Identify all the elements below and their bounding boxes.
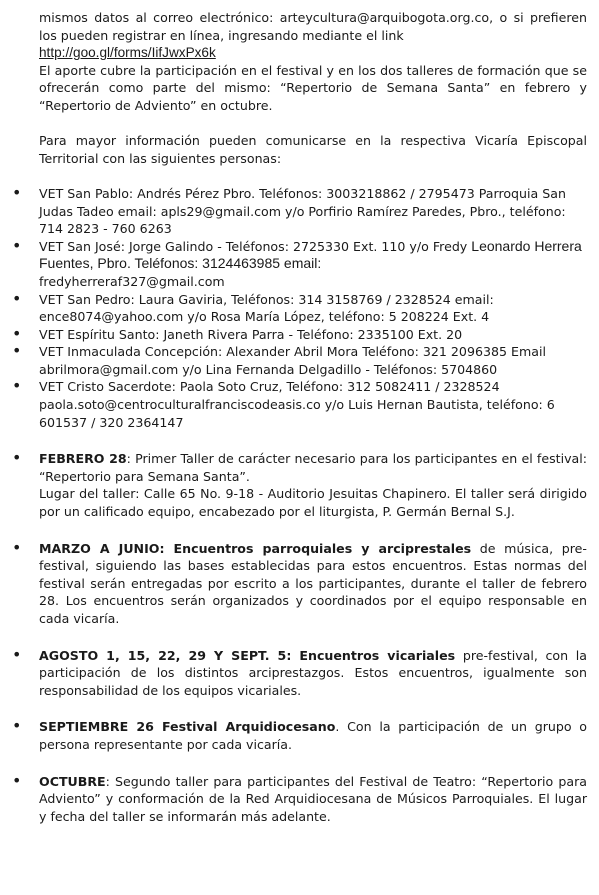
contact-email: fredyherreraf327@gmail.com bbox=[39, 273, 225, 289]
contact-text: VET San Pablo: Andrés Pérez Pbro. Teléfonos: 3003218862 / 2795473 Parroquia San Judas Tadeo email: apls29@gmail.com y/o Porfirio Ramírez Paredes, Pbro., teléfono: 714 2823 - 760 6263 bbox=[39, 185, 566, 237]
registration-link[interactable]: http://goo.gl/forms/IifJwxPx6k bbox=[39, 45, 216, 61]
event-text: pre-festival, con la participación de los distintos arciprestazgos. Estos encuentros, igualmente son responsabilidad de los equipos vicariales. bbox=[39, 647, 587, 698]
contact-text: VET Cristo Sacerdote: Paola Soto Cruz, Teléfono: 312 5082411 / 2328524 paola.soto@centroculturalfranciscodeasis.co y/o Luis Hernan Bautista, teléfono: 6 601537 / 320 2364147 bbox=[39, 379, 555, 430]
contact-intro-paragraph: Para mayor información pueden comunicarse en la respectiva Vicaría Episcopal Territorial con las siguientes personas: bbox=[39, 133, 587, 166]
intro-paragraph: mismos datos al correo electrónico: arteycultura@arquibogota.org.co, o si prefieren los pueden registrar en línea, ingresando mediante el link bbox=[39, 10, 587, 43]
spacer bbox=[39, 431, 587, 450]
contact-list bbox=[39, 185, 587, 431]
event-item-octubre bbox=[39, 773, 587, 826]
contact-item-inmaculada bbox=[39, 343, 587, 378]
spacer bbox=[39, 754, 587, 773]
event-item-agosto bbox=[39, 647, 587, 700]
event-date: AGOSTO 1, 15, 22, 29 Y SEPT. 5 bbox=[39, 647, 287, 663]
event-text: de música, pre-festival, siguiendo las bases establecidas para estos encuentros. Estas normas del festival serán entregadas por escrito a los participantes, durante el taller de febrero 28. Los encuentros serán organizados y coordinados por el equipo responsable en cada vicaría. bbox=[39, 540, 587, 626]
contact-text-large: Leonardo Herrera Fuentes, Pbro. Teléfonos: 3124463985 email: bbox=[39, 237, 582, 272]
contact-text: VET San Pedro: Laura Gaviria, Teléfonos: 314 3158769 / 2328524 email: ence8074@yahoo.com y/o Rosa María López, teléfono: 5 208224 Ext. 4 bbox=[39, 291, 494, 325]
event-item-febrero bbox=[39, 450, 587, 520]
event-extra: Lugar del taller: Calle 65 No. 9-18 - Auditorio Jesuitas Chapinero. El taller será dirigido por un calificado equipo, encabezado por el liturgista, P. Germán Bernal S.J. bbox=[39, 486, 587, 520]
contact-item-san-pablo bbox=[39, 185, 587, 238]
event-text: : Primer Taller de carácter necesario para los participantes en el festival: “Repertorio para Semana Santa”. bbox=[39, 451, 588, 484]
spacer bbox=[39, 115, 587, 133]
event-title: : Encuentros vicariales bbox=[286, 647, 456, 663]
event-title: : Encuentros parroquiales y arciprestales bbox=[159, 540, 472, 556]
spacer bbox=[39, 167, 587, 185]
event-date: SEPTIEMBRE 26 Festival Arquidiocesano bbox=[39, 719, 336, 735]
event-item-marzo bbox=[39, 540, 587, 628]
event-text: : Segundo taller para participantes del Festival de Teatro: “Repertorio para Adviento” y conformación de la Red Arquidiocesana de Músicos Parroquiales. El lugar y fecha del taller se informarán más adelante. bbox=[39, 773, 587, 824]
contact-item-san-pedro bbox=[39, 291, 587, 326]
contact-text: VET Espíritu Santo: Janeth Rivera Parra - Teléfono: 2335100 Ext. 20 bbox=[39, 326, 463, 342]
contribution-paragraph: El aporte cubre la participación en el festival y en los dos talleres de formación que se ofrecerán como parte del mismo: “Repertorio de Semana Santa” en febrero y “Repertorio de Adviento” en octubre. bbox=[39, 62, 587, 113]
event-date: MARZO A JUNIO bbox=[39, 540, 160, 556]
contact-item-espiritu-santo bbox=[39, 326, 587, 344]
event-date: FEBRERO 28 bbox=[39, 451, 127, 467]
spacer bbox=[39, 699, 587, 718]
contact-item-cristo-sacerdote bbox=[39, 378, 587, 431]
event-text: . Con la participación de un grupo o persona representante por cada vicaría. bbox=[39, 719, 587, 752]
contact-text: VET San José: Jorge Galindo - Teléfonos: 2725330 Ext. 110 y/o Fredy bbox=[39, 238, 468, 254]
spacer bbox=[39, 628, 587, 647]
spacer bbox=[39, 521, 587, 540]
event-list bbox=[39, 450, 587, 825]
contact-text: VET Inmaculada Concepción: Alexander Abril Mora Teléfono: 321 2096385 Email abrilmora@gmail.com y/o Lina Fernanda Delgadillo - Teléfonos: 5704860 bbox=[39, 344, 546, 377]
event-date: OCTUBRE bbox=[39, 773, 106, 789]
event-item-septiembre bbox=[39, 718, 587, 753]
contact-item-san-jose bbox=[39, 238, 587, 291]
